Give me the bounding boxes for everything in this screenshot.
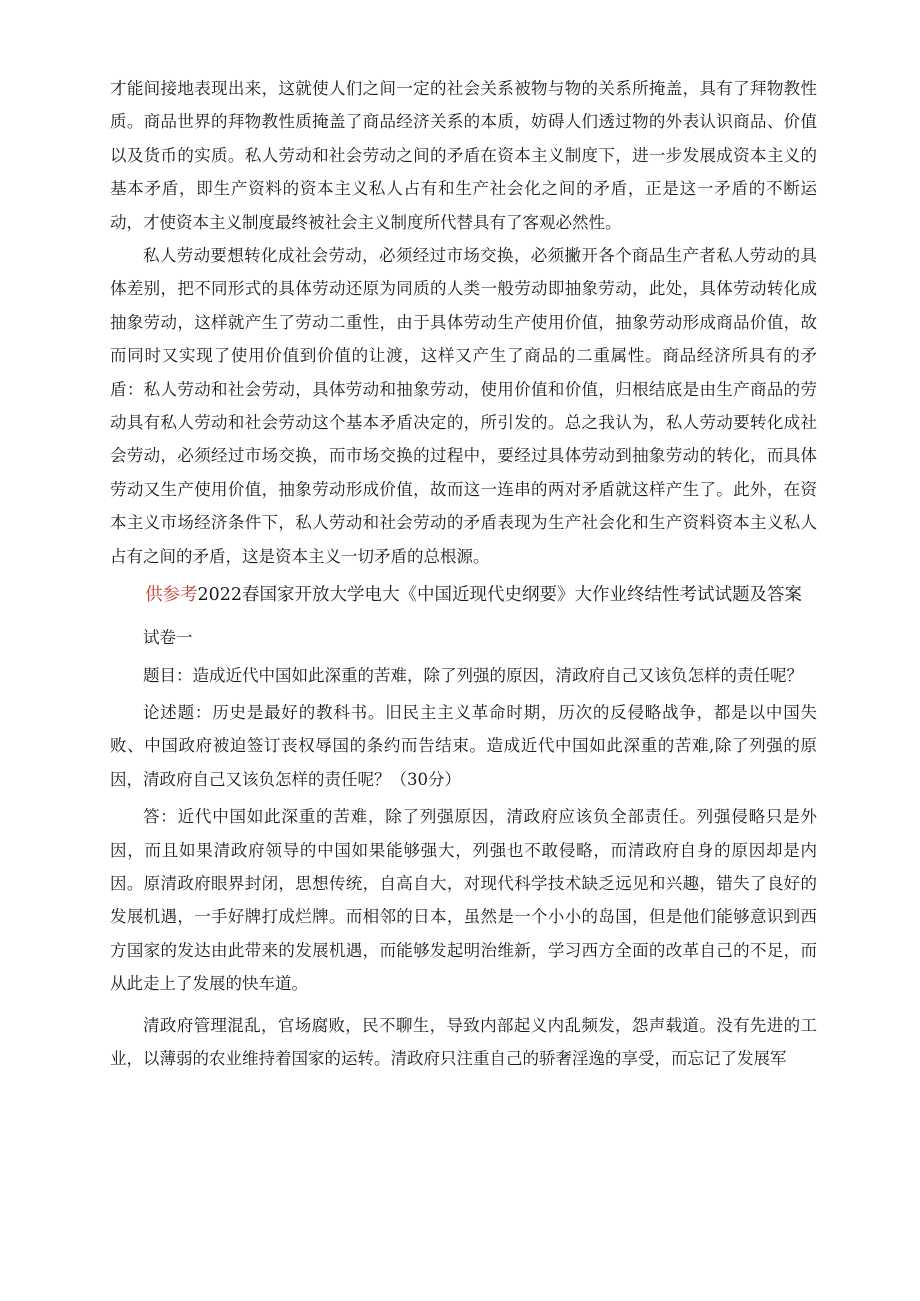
paragraph-labor-duality: 私人劳动要想转化成社会劳动，必须经过市场交换，必须撇开各个商品生产者私人劳动的具体差别，把不同形式的具体劳动还原为同质的人类一般劳动即抽象劳动，此处，具体劳动转化成抽象劳动，这样就产生了劳动二重性，由于具体劳动生产使用价值，抽象劳动形成商品价值，故而同时又实现了使用价值到价值的让渡，这样又产生了商品的二重属性。商品经济所具有的矛盾：私人劳动和社会劳动，具体劳动和抽象劳动，使用价值和价值，归根结底是由生产商品的劳动具有私人劳动和社会劳动这个基本矛盾决定的，所引发的。总之我认为，私人劳动要转化成社会劳动，必须经过市场交换，而市场交换的过程中，要经过具体劳动到抽象劳动的转化，而具体劳动又生产使用价值，抽象劳动形成价值，故而这一连串的两对矛盾就这样产生了。此外，在资本主义市场经济条件下，私人劳动和社会劳动的矛盾表现为生产社会化和生产资料资本主义私人占有之间的矛盾，这是资本主义一切矛盾的总根源。 xyxy=(110,246,817,566)
document-title xyxy=(110,577,817,613)
closing-paragraph: 清政府管理混乱，官场腐败，民不聊生，导致内部起义内乱频发，怨声载道。没有先进的工业，以薄弱的农业维持着国家的运转。清政府只注重自己的骄奢淫逸的享受，而忘记了发展军 xyxy=(110,1015,817,1068)
answer-text: 答：近代中国如此深重的苦难，除了列强原因，清政府应该负全部责任。列强侵略只是外因，而且如果清政府领导的中国如果能够强大，列强也不敢侵略，而清政府自身的原因却是内因。原清政府眼界封闭，思想传统，自高自大，对现代科学技术缺乏远见和兴趣，错失了良好的发展机遇，一手好牌打成烂牌。而相邻的日本，虽然是一个小小的岛国，但是他们能够意识到西方国家的发达由此带来的发展机遇，而能够发起明治维新，学习西方全面的改革自己的不足，而从此走上了发展的快车道。 xyxy=(110,807,817,994)
document-page xyxy=(110,72,817,1075)
essay-prompt: 论述题：历史是最好的教科书。旧民主主义革命时期，历次的反侵略战争，都是以中国失败、中国政府被迫签订丧权辱国的条约而告结束。造成近代中国如此深重的苦难,除了列强的原因，清政府自己又该负怎样的责任呢？（30分） xyxy=(110,702,817,789)
paragraph-fetishism: 才能间接地表现出来，这就使人们之间一定的社会关系被物与物的关系所掩盖，具有了拜物教性质。商品世界的拜物教性质掩盖了商品经济关系的本质，妨碍人们透过物的外表认识商品、价值以及货币的实质。私人劳动和社会劳动之间的矛盾在资本主义制度下，进一步发展成资本主义的基本矛盾，即生产资料的资本主义私人占有和生产社会化之间的矛盾，正是这一矛盾的不断运动，才使资本主义制度最终被社会主义制度所代替具有了客观必然性。 xyxy=(110,79,817,232)
question-text: 题目：造成近代中国如此深重的苦难，除了列强的原因，清政府自己又该负怎样的责任呢？ xyxy=(143,665,803,685)
reference-label: 供参考 xyxy=(145,585,198,606)
exam-label: 试卷一 xyxy=(143,628,193,648)
title-text: 2022春国家开放大学电大《中国近现代史纲要》大作业终结性考试试题及答案 xyxy=(197,585,803,606)
